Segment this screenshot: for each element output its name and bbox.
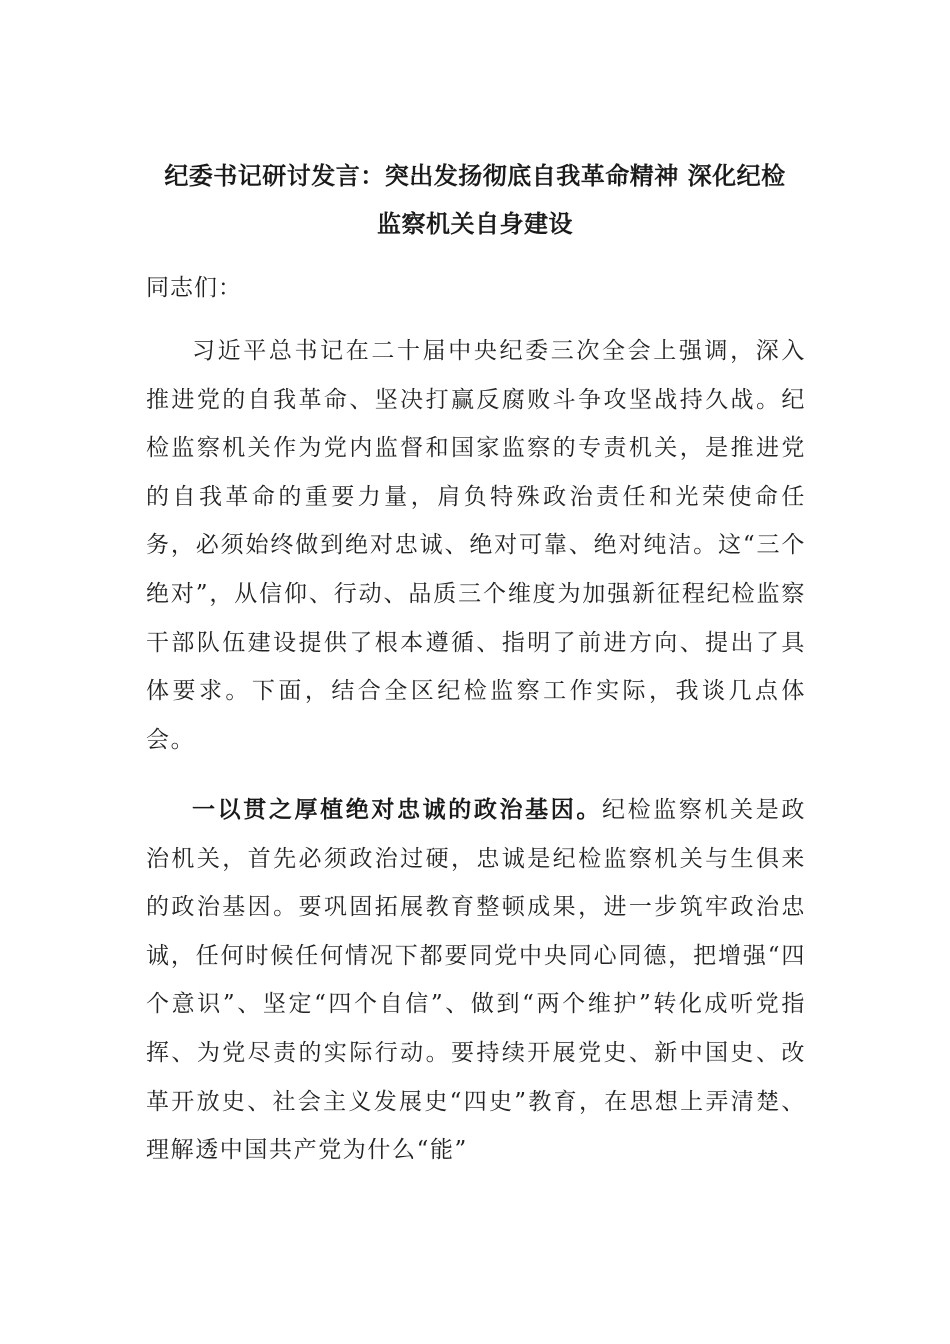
title-line-1: 纪委书记研讨发言：突出发扬彻底自我革命精神 深化纪检	[164, 162, 786, 190]
section-one-body: 纪检监察机关是政治机关，首先必须政治过硬，忠诚是纪检监察机关与生俱来的政治基因。要巩固拓展教育整顿成果，进一步筑牢政治忠诚，任何时候任何情况下都要同党中央同心同德，把增强“四个意识”、坚定“四个自信”、做到“两个维护”转化成听党指挥、为党尽责的实际行动。要持续开展党史、新中国史、改革开放史、社会主义发展史“四史”教育，在思想上弄清楚、理解透中国共产党为什么“能”	[146, 797, 806, 1164]
salutation: 同志们：	[146, 275, 242, 301]
paragraph-section-one	[146, 786, 806, 1175]
title-line-2: 监察机关自身建设	[377, 210, 573, 238]
paragraph-intro: 习近平总书记在二十届中央纪委三次全会上强调，深入推进党的自我革命、坚决打赢反腐败斗争攻坚战持久战。纪检监察机关作为党内监督和国家监察的专责机关，是推进党的自我革命的重要力量，肩负特殊政治责任和光荣使命任务，必须始终做到绝对忠诚、绝对可靠、绝对纯洁。这“三个绝对”，从信仰、行动、品质三个维度为加强新征程纪检监察干部队伍建设提供了根本遵循、指明了前进方向、提出了具体要求。下面，结合全区纪检监察工作实际，我谈几点体会。	[146, 338, 806, 753]
document-title	[130, 152, 820, 248]
section-one-heading: 一以贯之厚植绝对忠诚的政治基因。	[192, 797, 603, 823]
